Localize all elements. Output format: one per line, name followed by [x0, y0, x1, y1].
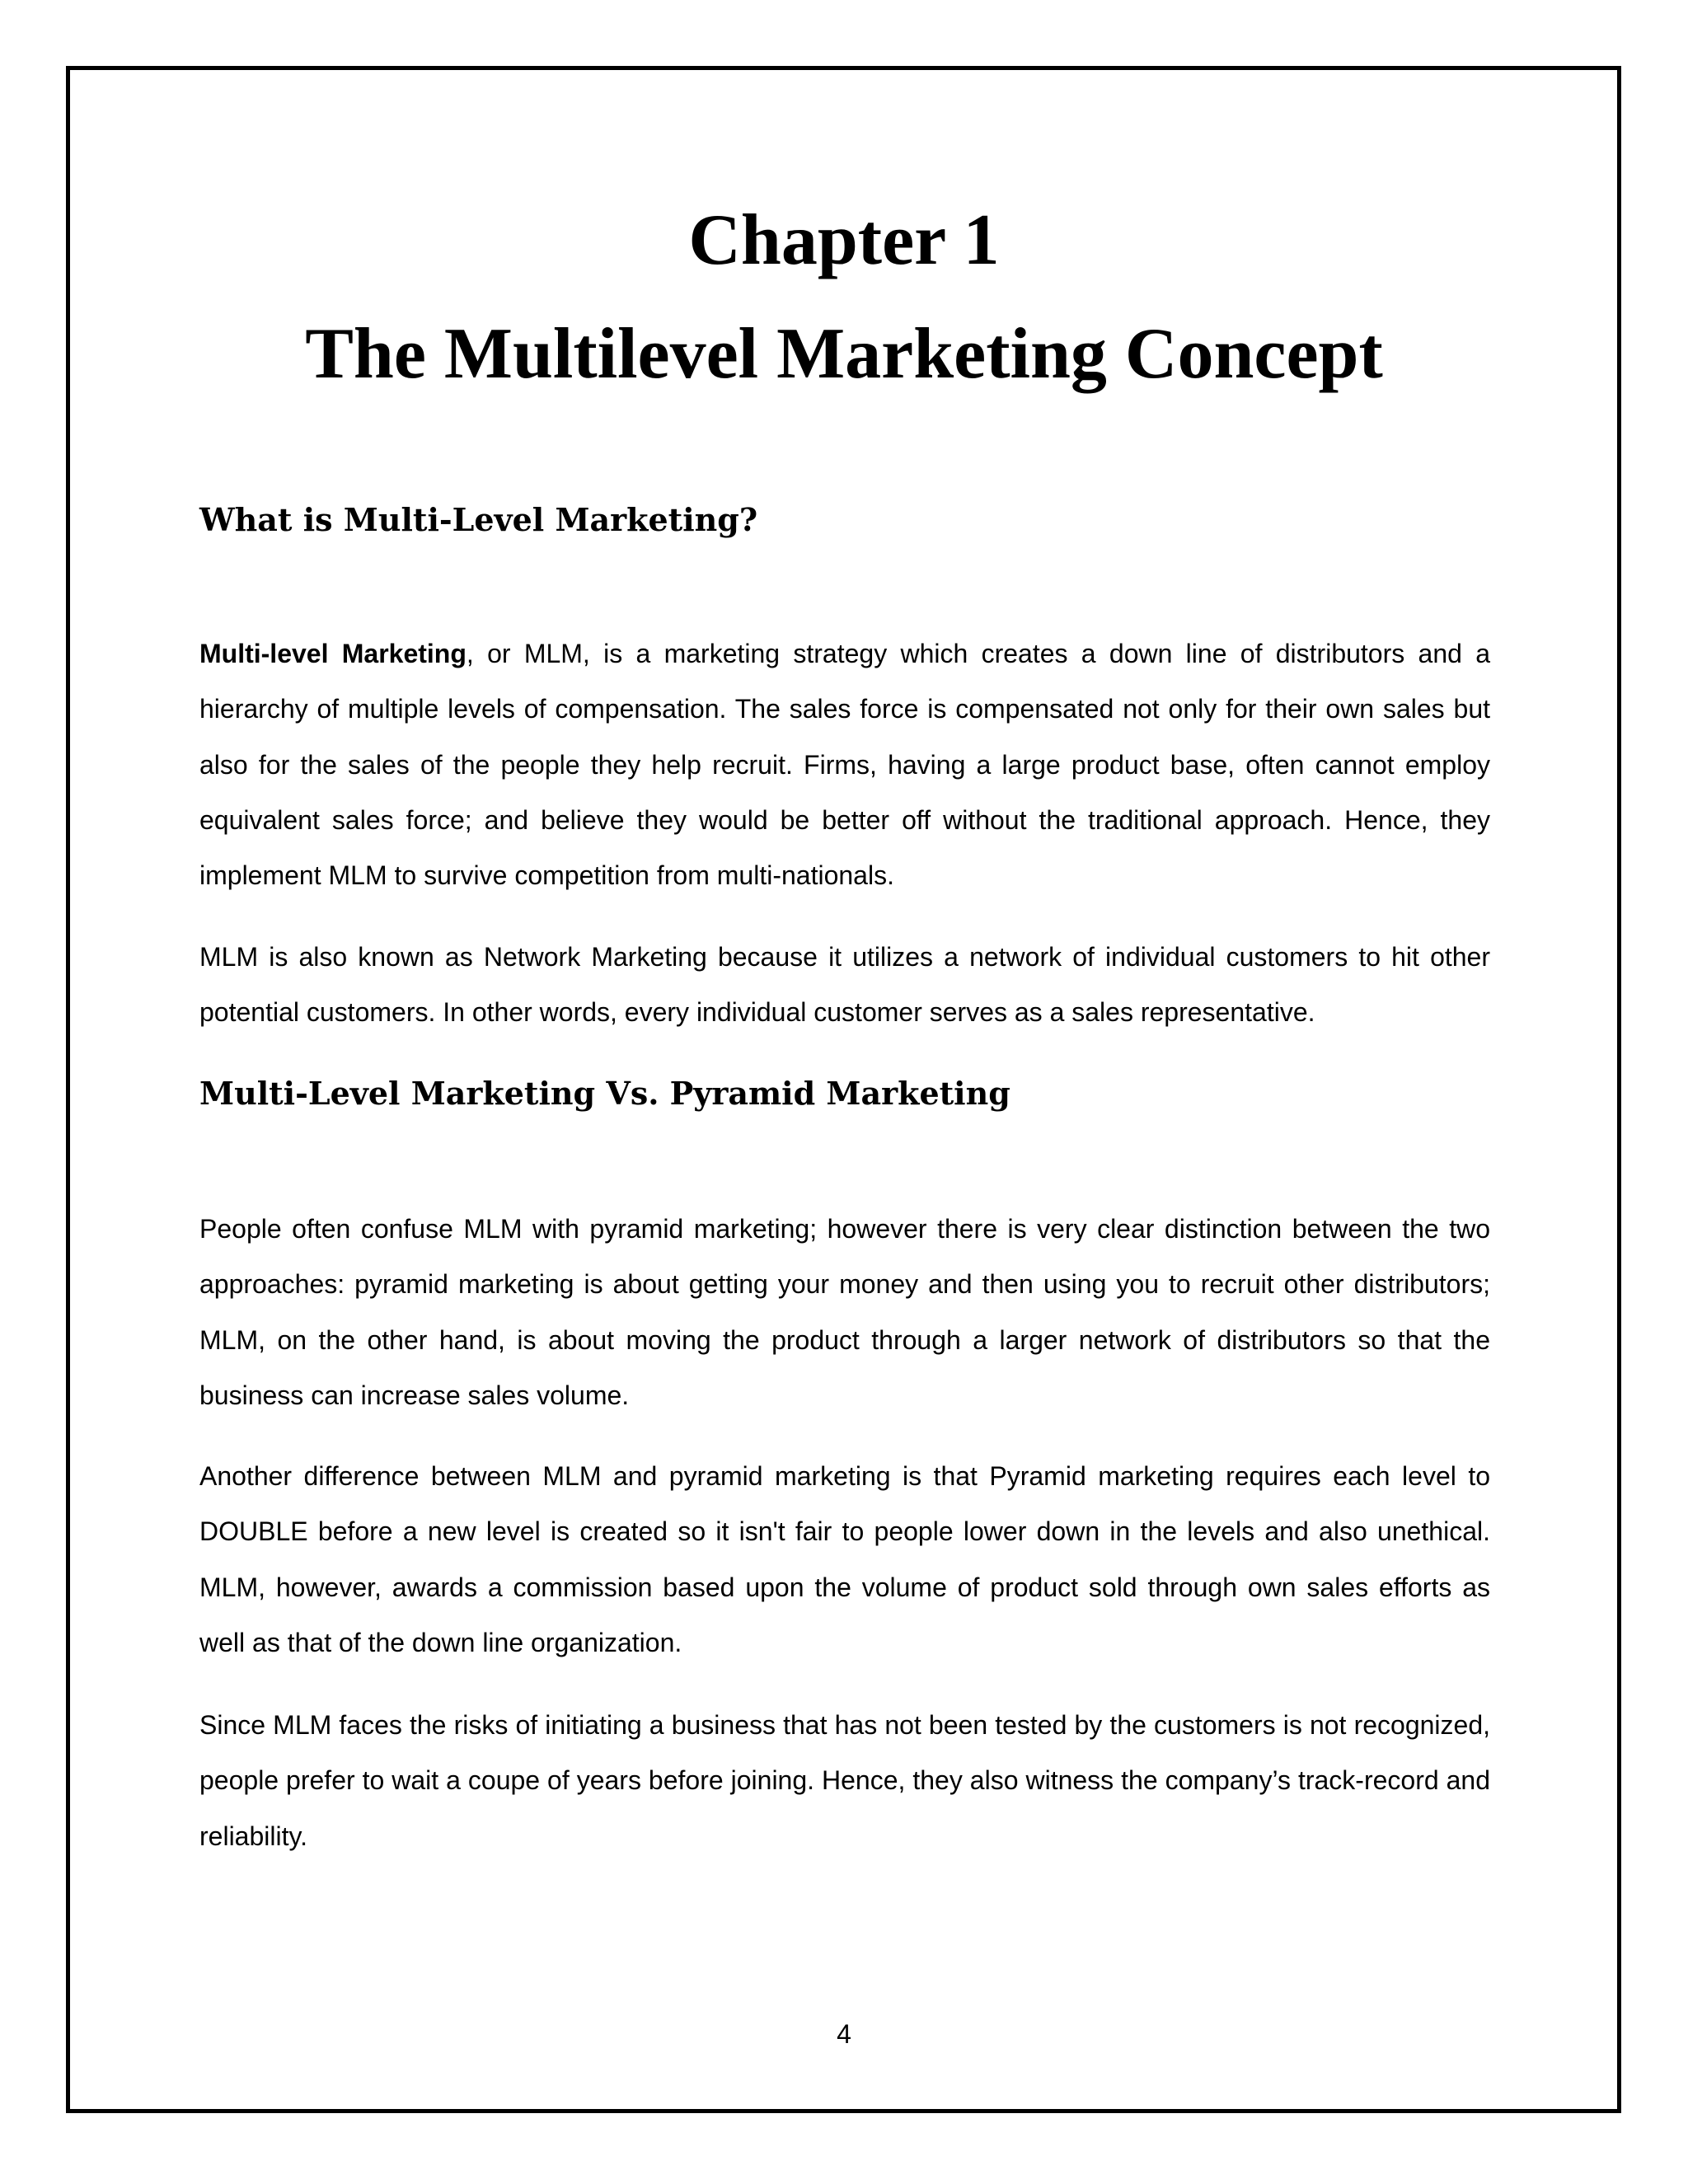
- chapter-title: The Multilevel Marketing Concept: [305, 314, 1383, 394]
- paragraph-network-marketing: MLM is also known as Network Marketing because it utilizes a network of individual customers to hit other potential customers. In other words, every individual customer serves as a sales representative.: [199, 942, 1490, 1028]
- paragraph-text: , or MLM, is a marketing strategy which creates a down line of distributors and a hierarchy of multiple levels of compensation. The sales force is compensated not only for their own sales but also for the sales of the people they help recruit. Firms, having a large product base, often cannot employ equivalent sales force; and believe they would be better off without the traditional approach. Hence, they implement MLM to survive competition from multi-nationals.: [199, 639, 1491, 891]
- paragraph-pyramid-difference: Another difference between MLM and pyramid marketing is that Pyramid marketing requires each level to DOUBLE before a new level is created so it isn't fair to people lower down in the levels and also unethical. MLM, however, awards a commission based upon the volume of product sold through own sales efforts as well as that of the down line organization.: [199, 1461, 1490, 1657]
- page-number: 4: [837, 2019, 851, 2049]
- paragraph-mlm-definition: [199, 626, 1490, 903]
- paragraph-pyramid-confusion: People often confuse MLM with pyramid marketing; however there is very clear distinction between the two approaches: pyramid marketing is about getting your money and then using you to recruit other distributors; MLM, on the other hand, is about moving the product through a larger network of distributors so that the business can increase sales volume.: [199, 1214, 1490, 1410]
- chapter-number: Chapter 1: [688, 200, 1000, 280]
- section-heading-mlm-vs-pyramid: Multi-Level Marketing Vs. Pyramid Marketing: [199, 1075, 1010, 1112]
- term-multi-level-marketing: Multi-level Marketing: [199, 639, 467, 668]
- paragraph-mlm-risks: Since MLM faces the risks of initiating a business that has not been tested by the customers is not recognized, people prefer to wait a coupe of years before joining. Hence, they also witness the company’s track-record and reliability.: [199, 1710, 1490, 1851]
- section-heading-what-is-mlm: What is Multi-Level Marketing?: [199, 501, 758, 538]
